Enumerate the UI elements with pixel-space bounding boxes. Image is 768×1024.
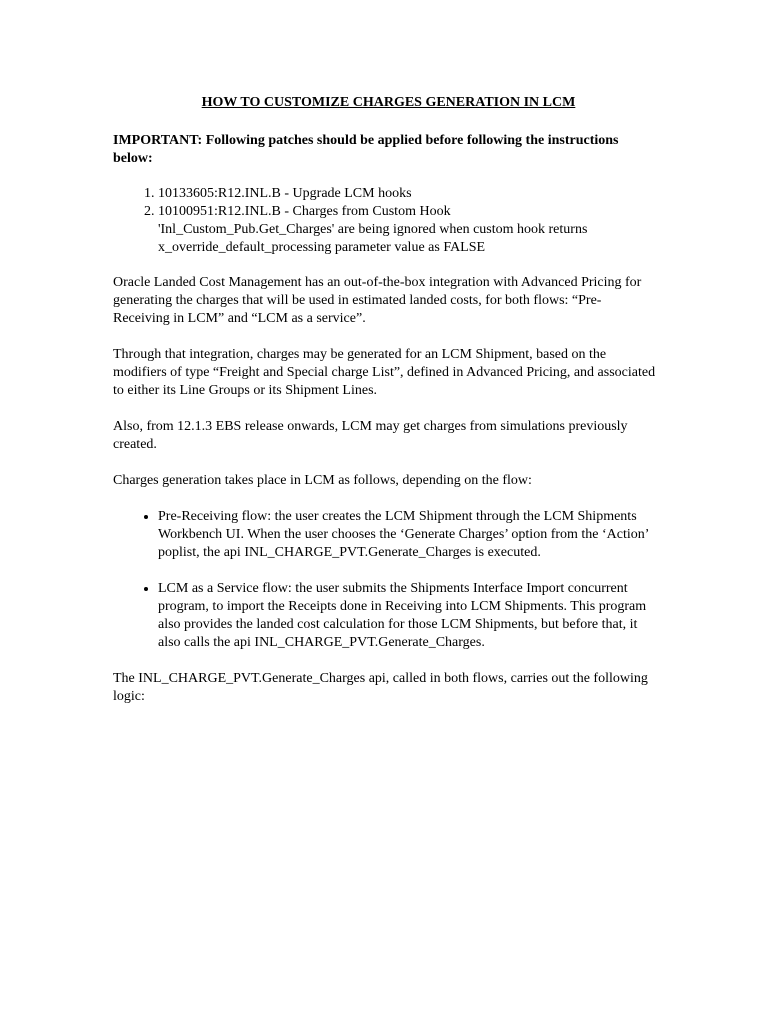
paragraph-flows-intro: Charges generation takes place in LCM as follows, depending on the flow: (113, 473, 532, 488)
paragraph-simulations: Also, from 12.1.3 EBS release onwards, LCM may get charges from simulations previously created. (113, 419, 628, 452)
patch-item (158, 185, 658, 203)
document-title: HOW TO CUSTOMIZE CHARGES GENERATION IN LCM (201, 95, 576, 110)
paragraph-modifiers: Through that integration, charges may be generated for an LCM Shipment, based on the modifiers of type “Freight and Special charge List”, defined in Advanced Pricing, and associated to either its Line Groups or its Shipment Lines. (113, 347, 656, 398)
patch-list (113, 185, 658, 257)
flow-item-lcm-service: • LCM as a Service flow: the user submits the Shipments Interface Import concurrent program, to import the Receipts done in Receiving into LCM Shipments. This program also provides the landed cost calculation for those LCM Shipments, but before that, it also calls the api INL_CHARGE_PVT.Generate_Charges. (158, 580, 658, 652)
paragraph-closing: The INL_CHARGE_PVT.Generate_Charges api, called in both flows, carries out the following logic: (113, 671, 648, 704)
patch-detail: 'Inl_Custom_Pub.Get_Charges' are being ignored when custom hook returns x_override_default_processing parameter value as FALSE (158, 222, 588, 255)
document-page (113, 94, 658, 724)
paragraph-integration: Oracle Landed Cost Management has an out-of-the-box integration with Advanced Pricing for generating the charges that will be used in estimated landed costs, for both flows: “Pre-Receiving in LCM” and “LCM as a service”. (113, 275, 642, 326)
patch-text: 10100951:R12.INL.B - Charges from Custom Hook (158, 204, 451, 219)
flow-list (113, 508, 658, 652)
patch-text: 10133605:R12.INL.B - Upgrade LCM hooks (158, 186, 412, 201)
important-note: IMPORTANT: Following patches should be applied before following the instructions below: (113, 133, 619, 166)
flow-item-pre-receiving: • Pre-Receiving flow: the user creates the LCM Shipment through the LCM Shipments Workbench UI. When the user chooses the ‘Generate Charges’ option from the ‘Action’ poplist, the api INL_CHARGE_PVT.Generate_Charges is executed. (158, 508, 658, 562)
patch-item (158, 203, 658, 257)
